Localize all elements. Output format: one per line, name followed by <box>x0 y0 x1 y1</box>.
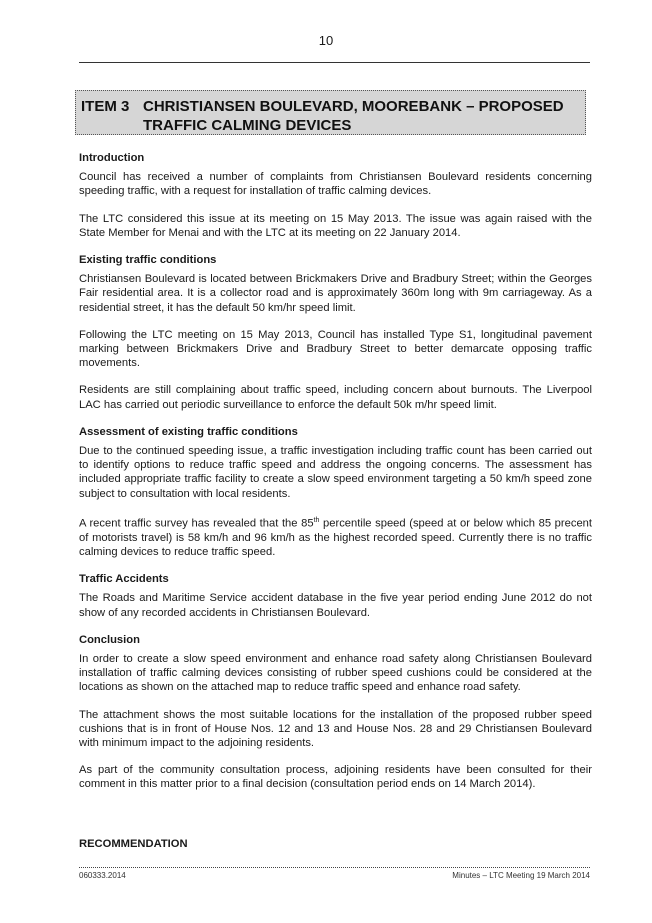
item-title: CHRISTIANSEN BOULEVARD, MOOREBANK – PROPOSED TRAFFIC CALMING DEVICES <box>143 98 564 134</box>
ordinal-suffix: th <box>313 516 320 524</box>
existing-conditions-paragraph: Following the LTC meeting on 15 May 2013, Council has installed Type S1, longitudinal pavement marking between Brickmakers Drive and Bradbury Street to better demarcate opposing traffic movements. <box>79 328 592 370</box>
traffic-accidents-paragraph: The Roads and Maritime Service accident database in the five year period ending June 2012 do not show of any recorded accidents in Christiansen Boulevard. <box>79 592 592 619</box>
item-number: ITEM 3 <box>81 98 130 115</box>
page-number: 10 <box>318 33 334 48</box>
introduction-paragraph: The LTC considered this issue at its meeting on 15 May 2013. The issue was again raised with the State Member for Menai and with the LTC at its meeting on 22 January 2014. <box>79 212 592 239</box>
introduction-paragraph: Council has received a number of complaints from Christiansen Boulevard residents concerning speeding traffic, with a request for installation of traffic calming devices. <box>79 171 592 198</box>
introduction-heading: Introduction <box>79 152 145 164</box>
existing-conditions-heading: Existing traffic conditions <box>79 254 217 267</box>
conclusion-paragraph: In order to create a slow speed environment and enhance road safety along Christiansen Boulevard installation of traffic calming devices consisting of rubber speed cushions could be considered at the locations as shown on the attached map to reduce traffic speed and enhance road safety. <box>79 653 592 694</box>
footer-meeting-label: Minutes – LTC Meeting 19 March 2014 <box>452 871 590 880</box>
traffic-accidents-heading: Traffic Accidents <box>79 573 169 586</box>
assessment-text: A recent traffic survey has revealed that the 85 <box>79 517 314 530</box>
footer-reference: 060333.2014 <box>79 871 126 880</box>
recommendation-heading: RECOMMENDATION <box>79 838 188 850</box>
assessment-paragraph: Due to the continued speeding issue, a traffic investigation including traffic count has been carried out to identify options to reduce traffic speed and address the ongoing concerns. The assessment has included appropriate traffic facility to create a slow speed environment targeting a 50 km/h speed zone subject to consultation with local residents. <box>79 445 592 500</box>
header-rule <box>79 62 590 63</box>
existing-conditions-paragraph: Residents are still complaining about traffic speed, including concern about burnouts. The Liverpool LAC has carried out periodic surveillance to enforce the default 50k m/hr speed limit. <box>79 384 592 411</box>
footer-rule <box>79 867 590 868</box>
existing-conditions-paragraph: Christiansen Boulevard is located between Brickmakers Drive and Bradbury Street; within the Georges Fair residential area. It is a collector road and is approximately 360m long with 9m carriageway. As a residential street, it has the default 50 km/hr speed limit. <box>79 273 592 314</box>
report-body <box>79 151 592 802</box>
conclusion-heading: Conclusion <box>79 633 140 646</box>
item-heading-box <box>75 90 586 135</box>
assessment-paragraph <box>79 514 592 559</box>
assessment-text: percentile speed (speed at or below which 85 precent of motorists travel) is 58 km/h and 96 km/h as the highest recorded speed. Currently there is no traffic calming devices to reduce traffic speed. <box>79 517 592 558</box>
conclusion-paragraph: As part of the community consultation process, adjoining residents have been consulted for their comment in this matter prior to a final decision (consultation period ends on 14 March 2014). <box>79 764 592 791</box>
assessment-heading: Assessment of existing traffic conditions <box>79 425 298 438</box>
conclusion-paragraph: The attachment shows the most suitable locations for the installation of the proposed rubber speed cushions that is in front of House Nos. 12 and 13 and House Nos. 28 and 29 Christiansen Boulevard with minimum impact to the adjoining residents. <box>79 708 592 750</box>
